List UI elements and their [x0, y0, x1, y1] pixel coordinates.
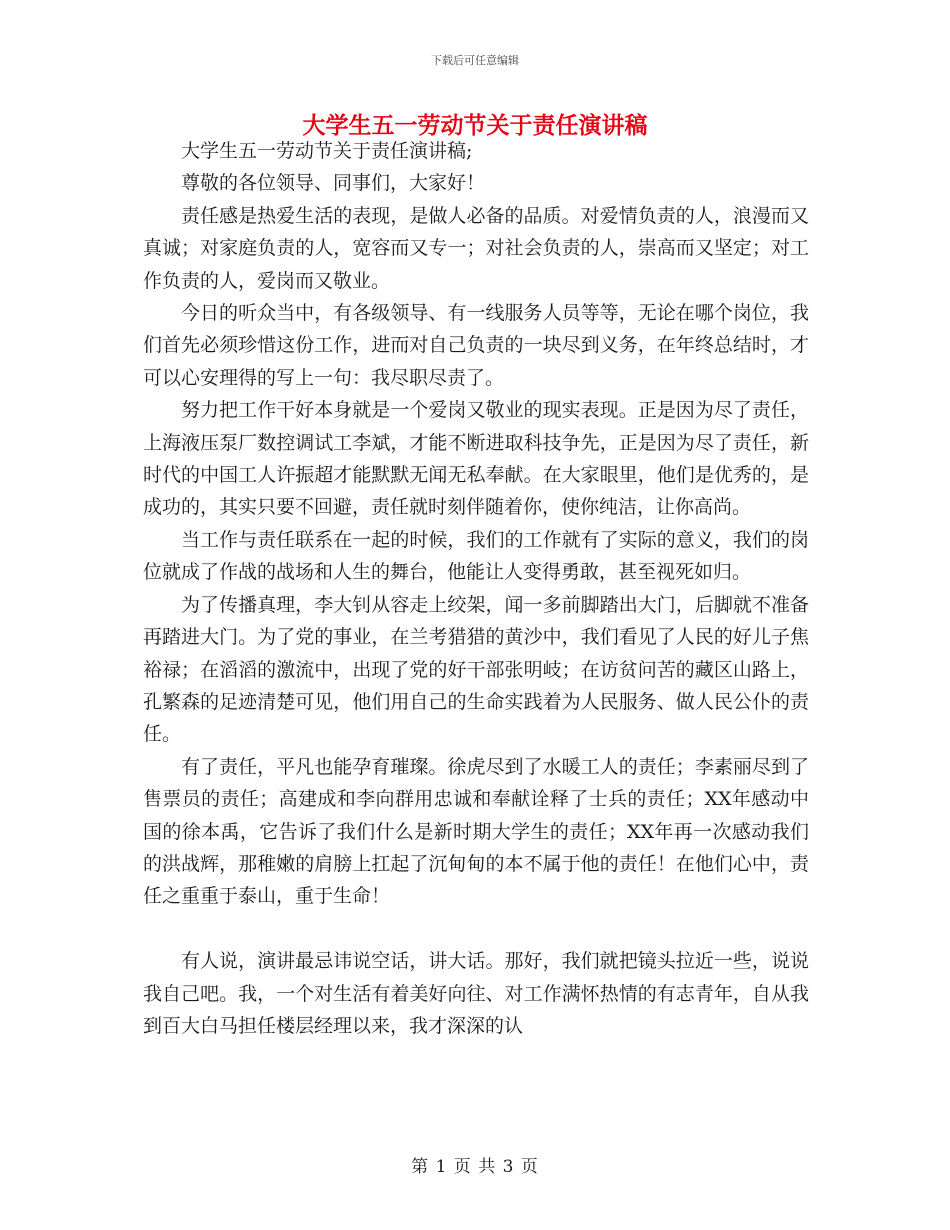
document-title: 大学生五一劳动节关于责任演讲稿: [302, 112, 648, 139]
document-body: [143, 135, 809, 1042]
paragraph: 为了传播真理，李大钊从容走上绞架，闻一多前脚踏出大门，后脚就不准备再踏进大门。为了党的事业，在兰考猎猎的黄沙中，我们看见了人民的好儿子焦裕禄；在滔滔的激流中，出现了党的好干部张明岐；在访贫问苦的藏区山路上，孔繁森的足迹清楚可见，他们用自己的生命实践着为人民服务、做人民公仆的责任。: [143, 593, 809, 746]
paragraph-spacer: [143, 913, 809, 945]
page-number: 第 1 页 共 3 页: [411, 1157, 539, 1177]
page-header-note: 下载后可任意编辑: [431, 54, 519, 67]
paragraph: 有人说，演讲最忌讳说空话，讲大话。那好，我们就把镜头拉近一些，说说我自己吧。我，一个对生活有着美好向往、对工作满怀热情的有志青年，自从我到百大白马担任楼层经理以来，我才深深的认: [143, 950, 809, 1037]
paragraph-greeting: 尊敬的各位领导、同事们，大家好！: [181, 172, 486, 195]
paragraph: 当工作与责任联系在一起的时候，我们的工作就有了实际的意义，我们的岗位就成了作战的战场和人生的舞台，他能让人变得勇敢，甚至视死如归。: [143, 528, 809, 584]
paragraph: 今日的听众当中，有各级领导、有一线服务人员等等，无论在哪个岗位，我们首先必须珍惜这份工作，进而对自己负责的一块尽到义务，在年终总结时，才可以心安理得的写上一句：我尽职尽责了。: [143, 302, 809, 389]
paragraph: 责任感是热爱生活的表现，是做人必备的品质。对爱情负责的人，浪漫而又真诚；对家庭负责的人，宽容而又专一；对社会负责的人，崇高而又坚定；对工作负责的人，爱岗而又敬业。: [143, 204, 809, 292]
paragraph: 努力把工作干好本身就是一个爱岗又敬业的现实表现。正是因为尽了责任，上海液压泵厂数控调试工李斌，才能不断进取科技争先，正是因为尽了责任，新时代的中国工人许振超才能默默无闻无私奉献。在大家眼里，他们是优秀的，是成功的，其实只要不回避，责任就时刻伴随着你，使你纯洁，让你高尚。: [143, 399, 809, 519]
paragraph: 有了责任，平凡也能孕育璀璨。徐虎尽到了水暖工人的责任；李素丽尽到了售票员的责任；高建成和李向群用忠诚和奉献诠释了士兵的责任；XX年感动中国的徐本禹，它告诉了我们什么是新时期大学生的责任；XX年再一次感动我们的洪战辉，那稚嫩的肩膀上扛起了沉甸甸的本不属于他的责任！在他们心中，责任之重重于泰山，重于生命！: [143, 755, 809, 908]
paragraph-intro: 大学生五一劳动节关于责任演讲稿;: [181, 140, 473, 162]
